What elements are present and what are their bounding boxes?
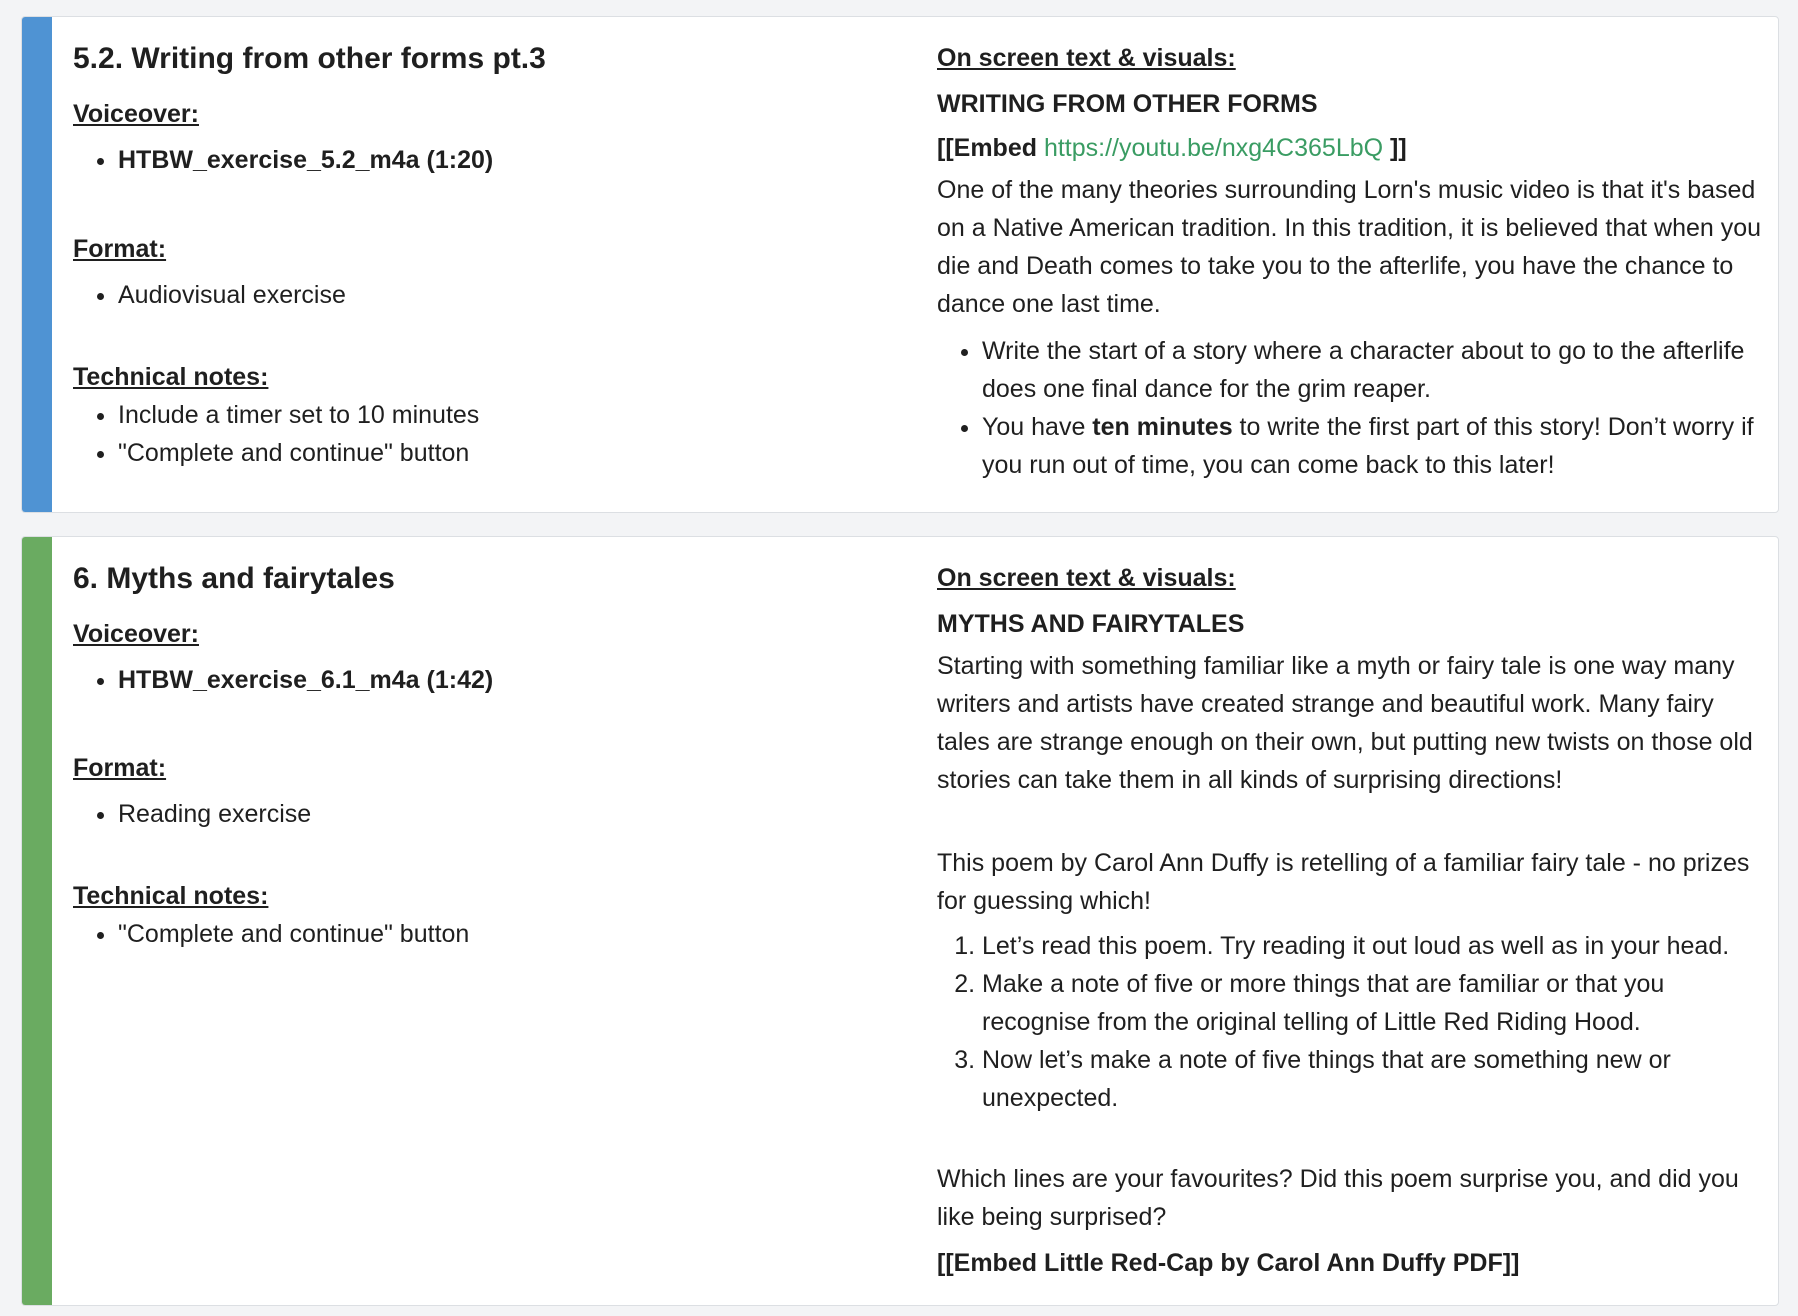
task-item: • Write the start of a story where a character about to go to the afterlife does one final dance for the grim reaper.: [982, 332, 1767, 408]
onscreen-heading: MYTHS AND FAIRYTALES: [937, 610, 1245, 638]
lesson-title: 5.2. Writing from other forms pt.3: [73, 42, 546, 75]
step-item: 1. Let’s read this poem. Try reading it out loud as well as in your head.: [982, 927, 1767, 965]
format-item: • Reading exercise: [118, 795, 311, 833]
pdf-embed-placeholder: [[Embed Little Red-Cap by Carol Ann Duffy PDF]]: [937, 1249, 1520, 1277]
task-list: [937, 332, 1767, 484]
voiceover-label: Voiceover:: [73, 100, 199, 128]
accent-bar: [22, 17, 52, 512]
steps-list: [937, 927, 1767, 1117]
lesson-title: 6. Myths and fairytales: [73, 562, 395, 595]
technical-notes-label: Technical notes:: [73, 882, 269, 910]
voiceover-label: Voiceover:: [73, 620, 199, 648]
lesson-card-6: [21, 536, 1779, 1306]
reflection-paragraph: Which lines are your favourites? Did this poem surprise you, and did you like being surprised?: [937, 1165, 1739, 1231]
embed-prefix: [[Embed: [937, 134, 1037, 162]
embed-suffix: ]]: [1383, 134, 1407, 162]
voiceover-list: [73, 141, 493, 179]
technical-note: • Include a timer set to 10 minutes: [118, 396, 479, 434]
technical-note: • "Complete and continue" button: [118, 915, 469, 953]
accent-bar: [22, 537, 52, 1305]
onscreen-label: On screen text & visuals:: [937, 564, 1236, 592]
format-list: [73, 795, 311, 833]
onscreen-heading: WRITING FROM OTHER FORMS: [937, 90, 1318, 118]
lesson-card-5-2: [21, 16, 1779, 513]
task-item: • You have ten minutes to write the first part of this story! Don’t worry if you run out of time, you can come back to this later!: [982, 408, 1767, 484]
voiceover-list: [73, 661, 493, 699]
technical-notes-label: Technical notes:: [73, 363, 269, 391]
time-limit: ten minutes: [1092, 413, 1233, 441]
step-item: 3. Now let’s make a note of five things that are something new or unexpected.: [982, 1041, 1767, 1117]
format-list: [73, 276, 346, 314]
technical-notes-list: [73, 396, 479, 472]
technical-notes-list: [73, 915, 469, 953]
step-item: 2. Make a note of five or more things that are familiar or that you recognise from the original telling of Little Red Riding Hood.: [982, 965, 1767, 1041]
voiceover-file: • HTBW_exercise_6.1_m4a (1:42): [118, 661, 493, 699]
onscreen-label: On screen text & visuals:: [937, 44, 1236, 72]
poem-intro-paragraph: This poem by Carol Ann Duffy is retelling of a familiar fairy tale - no prizes for guessing which!: [937, 849, 1750, 915]
technical-note: • "Complete and continue" button: [118, 434, 479, 472]
intro-paragraph: Starting with something familiar like a myth or fairy tale is one way many writers and artists have created strange and beautiful work. Many fairy tales are strange enough on their own, but putting new twists on those old stories can take them in all kinds of surprising directions!: [937, 652, 1753, 794]
format-item: • Audiovisual exercise: [118, 276, 346, 314]
format-label: Format:: [73, 235, 167, 263]
video-link[interactable]: https://youtu.be/nxg4C365LbQ: [1043, 134, 1384, 162]
intro-paragraph: One of the many theories surrounding Lorn's music video is that it's based on a Native American tradition. In this tradition, it is believed that when you die and Death comes to take you to the afterlife, you have the chance to dance one last time.: [937, 176, 1762, 318]
voiceover-file: • HTBW_exercise_5.2_m4a (1:20): [118, 141, 493, 179]
format-label: Format:: [73, 754, 167, 782]
embed-line: [937, 129, 1407, 167]
